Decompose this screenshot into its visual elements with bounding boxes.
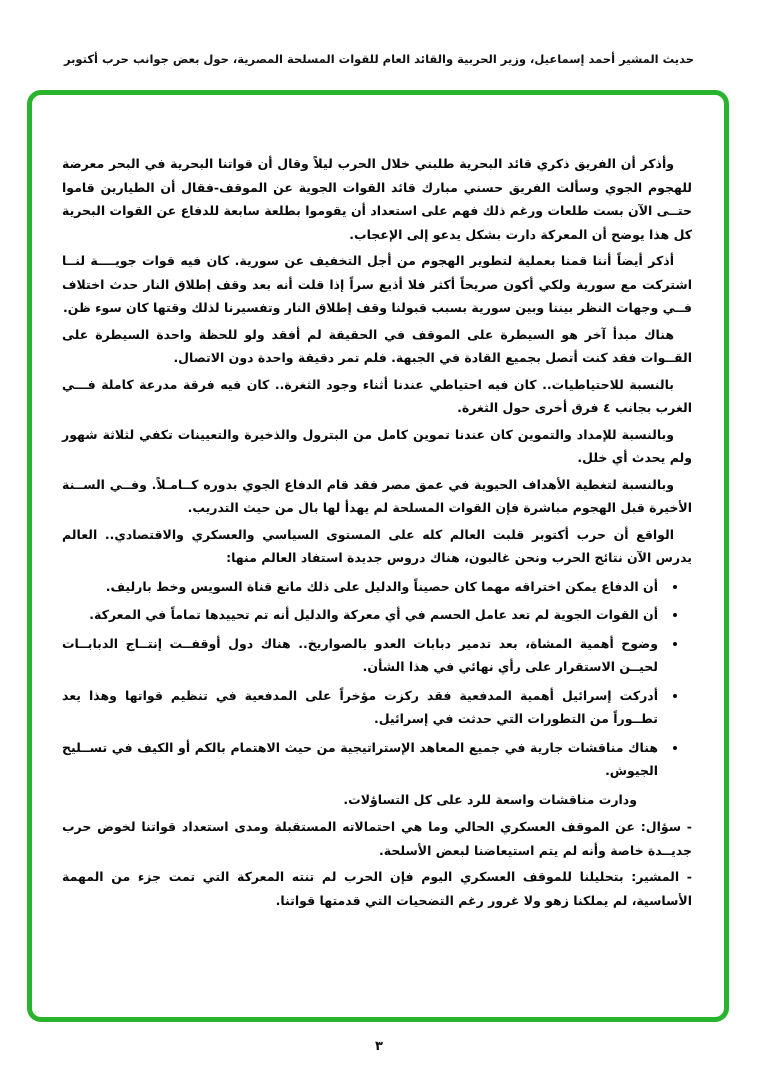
lessons-bullet-list — [62, 575, 692, 783]
question-paragraph: - سؤال: عن الموقف العسكري الحالي وما هي احتمالاته المستقبلة ومدى استعداد قواتنا لخوض حرب جديــدة خاصة وأنه لم يتم استيعاضنا لبعض الأسلحة. — [62, 819, 692, 858]
bullet-item: • أدركت إسرائيل أهمية المدفعية فقد ركزت مؤخراً على المدفعية في تنظيم قواتها وهذا يعد تطــوراً من التطورات التي حدثت في إسرائيل. — [62, 684, 662, 731]
bullet-item: • أن الدفاع يمكن اختراقه مهما كان حصيناً والدليل على ذلك مانع قناة السويس وخط بارليف. — [62, 575, 662, 599]
paragraph: أذكر أيضاً أننا قمنا بعملية لتطوير الهجوم من أجل التخفيف عن سورية. كان فيه قوات جويــــة لنــا اشتركت مع سورية ولكي أكون صريحاً أكثر فلا أذيع سراً إذا قلت أنه بعد وقف إطلاق النار حدث اختلاف فــي وجهات النظر بيننا وبين سورية بسبب قبولنا وقف إطلاق النار وتفسيرنا لذلك وقتها كان سوء ظن. — [62, 253, 692, 315]
answer-paragraph: - المشير: بتحليلنا للموقف العسكري اليوم فإن الحرب لم تنته المعركة التي تمت جزء من المهمة الأساسية، لم يملكنا زهو ولا غرور رغم التضحيات التي قدمتها قواتنا. — [62, 869, 692, 908]
paragraph: وأذكر أن الفريق ذكري قائد البحرية طلبني خلال الحرب ليلاً وقال أن قواتنا البحرية في البحر معرضة للهجوم الجوي وسألت الفريق حسني مبارك قائد القوات الجوية عن الموقف-فقال أن الطيارين قاموا حتــى الآن بست طلعات ورغم ذلك فهم على استعداد أن يقوموا بطلعة سابعة للدفاع عن القوات البحرية كل هذا يوضح أن المعركة دارت بشكل يدعو إلى الإعجاب. — [62, 156, 692, 242]
bullet-item: • وضوح أهمية المشاة، بعد تدمير دبابات العدو بالصواريخ.. هناك دول أوقفــت إنتــاج الدبابــات لحيــن الاستقرار على رأي نهائي في هذا الشأن. — [62, 632, 662, 679]
closing-line: ودارت مناقشات واسعة للرد على كل التساؤلات. — [343, 791, 637, 807]
bullet-item: • هناك مناقشات جارية في جميع المعاهد الإستراتيجية من حيث الاهتمام بالكم أو الكيف في تســليح الجيوش. — [62, 736, 662, 783]
page-header-title: حديث المشير أحمد إسماعيل، وزير الحربية والقائد العام للقوات المسلحة المصرية، حول بعض جوانب حرب أكتوبر — [63, 52, 695, 66]
paragraph: وبالنسبة للإمداد والتموين كان عندنا تموين كامل من البترول والذخيرة والتعيينات تكفي لثلاثة شهور ولم يحدث أي خلل. — [62, 426, 692, 465]
paragraph: الواقع أن حرب أكتوبر قلبت العالم كله على المستوى السياسي والعسكري والاقتصادي.. العالم يدرس الآن نتائج الحرب ونحن غالبون، هناك دروس جديدة استفاد العالم منها: — [62, 526, 692, 565]
paragraph: هناك مبدأ آخر هو السيطرة على الموقف في الحقيقة لم أفقد ولو للحظة واحدة السيطرة على القــوات فقد كنت أتصل بجميع القادة في الجبهة. فلم تمر دقيقة واحدة دون الاتصال. — [62, 326, 692, 365]
paragraph: بالنسبة للاحتياطيات.. كان فيه احتياطي عندنا أثناء وجود الثغرة.. كان فيه فرقة مدرعة كاملة فـــي الغرب بجانب ٤ فرق أخرى حول الثغرة. — [62, 376, 692, 415]
bullet-item: • أن القوات الجوية لم تعد عامل الحسم في أي معركة والدليل أنه تم تحييدها تماماً في المعركة. — [62, 603, 662, 627]
page-number: ٣ — [375, 1039, 383, 1054]
paragraph: وبالنسبة لتغطية الأهداف الحيوية في عمق مصر فقد قام الدفاع الجوي بدوره كــامـلاً. وفــي الســنة الأخيرة قبل الهجوم مباشرة فإن القوات المسلحة لم يهدأ لها بال من حيث التدريب. — [62, 476, 692, 515]
body-text — [62, 152, 692, 915]
